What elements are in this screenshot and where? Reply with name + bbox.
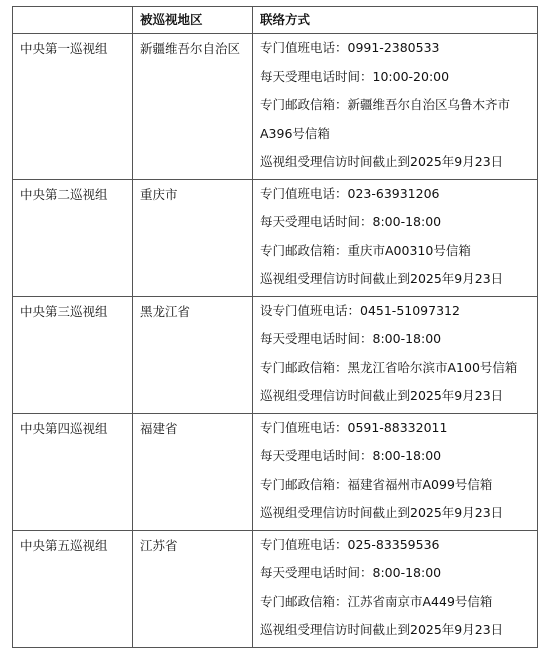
contact-cell	[253, 296, 538, 413]
contact-cell	[253, 413, 538, 530]
mailbox-text: 专门邮政信箱：新疆维吾尔自治区乌鲁木齐市	[260, 97, 511, 112]
contact-cell	[253, 179, 538, 296]
group-name: 中央第五巡视组	[20, 537, 108, 553]
mailbox-text-cont: A396号信箱	[260, 125, 330, 141]
deadline-text: 巡视组受理信访时间截止到2025年9月23日	[260, 388, 504, 403]
header-contact: 联络方式	[253, 7, 538, 34]
group-name-cell	[13, 530, 133, 647]
table-row	[13, 530, 538, 647]
region-cell	[133, 296, 253, 413]
inspection-contact-table	[12, 6, 538, 648]
deadline-text: 巡视组受理信访时间截止到2025年9月23日	[260, 271, 504, 286]
contact-cell	[253, 530, 538, 647]
hotline-text: 专门值班电话：0991-2380533	[260, 40, 440, 55]
region-cell	[133, 179, 253, 296]
group-name: 中央第一巡视组	[20, 41, 108, 56]
mailbox-text: 专门邮政信箱：福建省福州市A099号信箱	[260, 476, 493, 492]
mailbox-text: 专门邮政信箱：重庆市A00310号信箱	[260, 242, 471, 258]
hotline-text: 专门值班电话：023-63931206	[260, 185, 440, 201]
contact-cell	[253, 34, 538, 180]
region-cell	[133, 413, 253, 530]
header-region: 被巡视地区	[133, 7, 253, 34]
group-name: 中央第四巡视组	[20, 420, 108, 436]
deadline-text: 巡视组受理信访时间截止到2025年9月23日	[260, 154, 504, 169]
region-cell	[133, 530, 253, 647]
hotline-text: 专门值班电话：0591-88332011	[260, 419, 448, 435]
mailbox-text: 专门邮政信箱：江苏省南京市A449号信箱	[260, 593, 493, 609]
table-row	[13, 413, 538, 530]
hours-text: 每天受理电话时间：10:00-20:00	[260, 68, 450, 84]
header-group	[13, 7, 133, 34]
deadline-text: 巡视组受理信访时间截止到2025年9月23日	[260, 622, 504, 637]
region-name: 江苏省	[140, 537, 178, 553]
group-name: 中央第三巡视组	[20, 303, 108, 319]
region-cell	[133, 34, 253, 180]
hours-text: 每天受理电话时间：8:00-18:00	[260, 214, 442, 229]
hours-text: 每天受理电话时间：8:00-18:00	[260, 565, 442, 580]
region-name: 黑龙江省	[140, 303, 191, 319]
group-name-cell	[13, 413, 133, 530]
table-row	[13, 296, 538, 413]
table-row	[13, 34, 538, 180]
hotline-text: 专门值班电话：025-83359536	[260, 536, 440, 552]
region-name: 福建省	[140, 420, 178, 436]
group-name: 中央第二巡视组	[20, 186, 108, 202]
deadline-text: 巡视组受理信访时间截止到2025年9月23日	[260, 505, 504, 520]
region-name: 重庆市	[140, 186, 178, 202]
hours-text: 每天受理电话时间：8:00-18:00	[260, 331, 442, 346]
region-name: 新疆维吾尔自治区	[140, 41, 241, 56]
group-name-cell	[13, 179, 133, 296]
table-row	[13, 179, 538, 296]
hotline-text: 设专门值班电话：0451-51097312	[260, 302, 460, 318]
group-name-cell	[13, 296, 133, 413]
hours-text: 每天受理电话时间：8:00-18:00	[260, 448, 442, 463]
group-name-cell	[13, 34, 133, 180]
table-header-row	[13, 7, 538, 34]
mailbox-text: 专门邮政信箱：黑龙江省哈尔滨市A100号信箱	[260, 359, 518, 375]
